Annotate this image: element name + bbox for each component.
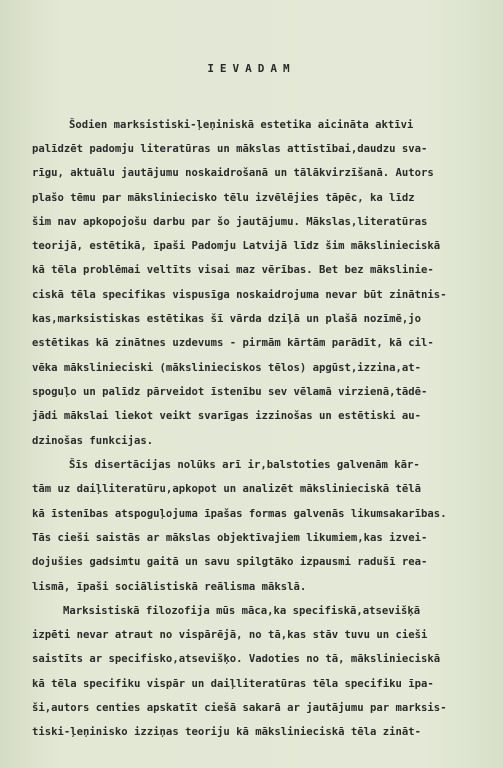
text-line: kas,marksistiskas estētikas šī vārda dziļā un plašā nozīmē,jo	[32, 313, 422, 325]
text-line: šim nav apkopojošu darbu par šo jautājumu. Mākslas,literatūras	[32, 216, 428, 228]
text-line: kā tēla problēmai veltīts visai maz vērības. Bet bez mākslinie-	[32, 264, 434, 276]
document-title: IEVADAM	[207, 62, 296, 75]
text-line: ši,autors centies apskatīt ciešā sakarā ar jautājumu par marksis-	[32, 702, 447, 714]
text-line: spoguļo un palīdz pārveidot īstenību sev vēlamā virzienā,tādē-	[32, 386, 428, 398]
text-line: plašo tēmu par mākslinieciskо tēlu izvēlējies tāpēc, ka līdz	[32, 192, 415, 204]
text-line: palīdzēt padomju literatūras un mākslas attīstībai,daudzu sva-	[32, 143, 428, 155]
text-line: vēka mākslinieciski (mākslinieciskos tēlos) apgūst,izzina,at-	[32, 362, 422, 374]
text-line: rīgu, aktuālu jautājumu noskaidrošanā un tālākvirzīšanā. Autors	[32, 167, 434, 179]
text-line: tiski-ļeņinisko izziņas teoriju kā mākslinieciskā tēla zināt-	[32, 726, 422, 738]
text-line: Šīs disertācijas nolūks arī ir,balstoties galvenām kār-	[69, 459, 420, 471]
text-line: dojušies gadsimtu gaitā un savu spilgtāko izpausmi radušī rea-	[32, 556, 428, 568]
text-line: jādi mākslai liekot veikt svarīgas izzinošas un estētiski au-	[32, 410, 422, 422]
text-line: saistīts ar specifisko,atsevišķo. Vadoties no tā, mākslinieciskā	[32, 653, 441, 665]
text-line: kā īstenības atspoguļojuma īpašas formas galvenās likumsakarības.	[32, 508, 447, 520]
text-line: estētikas kā zinātnes uzdevums - pirmām kārtām parādīt, kā cil-	[32, 337, 434, 349]
text-line: tām uz daiļliteratūru,apkopot un analizēt mākslinieciskā tēlā	[32, 483, 422, 495]
text-line: ciskā tēla specifikas vispusīga noskaidrojuma nevar būt zinātnis-	[32, 289, 447, 301]
text-line: Šodien marksistiski-ļeņiniskā estetika aicināta aktīvi	[69, 119, 414, 131]
text-line: kā tēla specifiku vispār un daiļliteratūras tēla specifiku īpa-	[32, 678, 434, 690]
text-line: lismā, īpaši sociālistiskā reālisma mākslā.	[32, 581, 307, 593]
text-line: teorijā, estētikā, īpaši Padomju Latvijā līdz šim mākslinieciskā	[32, 240, 441, 252]
text-line: Marksistiskā filozofija mūs māca,ka specifiskā,atsevišķā	[63, 605, 421, 617]
text-line: Tās cieši saistās ar mākslas objektīvajiem likumiem,kas izvei-	[32, 532, 428, 544]
text-line: izpēti nevar atraut no vispārējā, no tā,kas stāv tuvu un cieši	[32, 629, 428, 641]
text-line: dzinošas funkcijas.	[32, 435, 154, 447]
